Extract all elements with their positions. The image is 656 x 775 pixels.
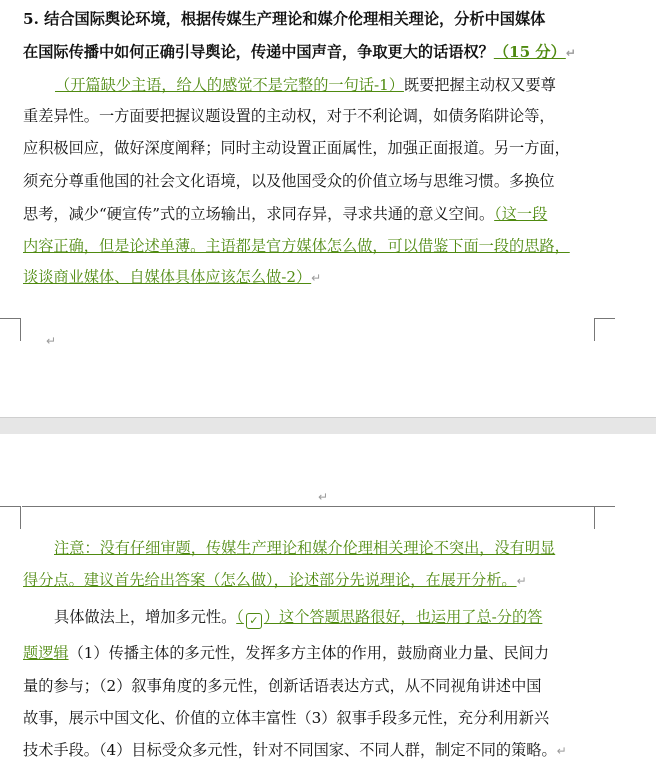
paragraph-mark: ↵: [565, 46, 576, 60]
crop-mark-bottom-right: [594, 318, 615, 341]
paragraph-mark: ↵: [556, 744, 567, 758]
page-break-gap: [0, 417, 656, 435]
question-line-2: [23, 42, 576, 63]
crop-mark-top-left: [0, 506, 21, 529]
para2-line-3: 量的参与；（2）叙事角度的多元性，创新话语表达方式，从不同视角讲述中国: [23, 677, 542, 695]
para2-line-5-text: 技术手段。（4）目标受众多元性，针对不同国家、不同人群，制定不同的策略。: [23, 741, 557, 759]
para1-line-1-text: 既要把握主动权又要尊: [403, 76, 556, 94]
paragraph-mark: ↵: [516, 574, 527, 588]
question-text: 在国际传播中如何正确引导舆论，传递中国声音，争取更大的话语权？: [23, 43, 494, 61]
paragraph-mark: ↵: [311, 271, 322, 285]
question-score: （15 分）: [493, 43, 566, 61]
para2-line-4: 故事，展示中国文化、价值的立体丰富性（3）叙事手段多元性，充分利用新兴: [23, 709, 550, 727]
para1-line-1: [55, 75, 556, 95]
crop-mark-bottom-left: [0, 318, 21, 341]
comment-approach-good: ）这个答题思路很好，也运用了总-分的答: [263, 608, 543, 626]
para1-line-2: 重差异性。一方面要把握议题设置的主动权，对于不利论调，如债务陷阱论等，: [23, 107, 555, 125]
comment-logic: 题逻辑: [23, 644, 69, 662]
para2-line-2-text: （1）传播主体的多元性，发挥多方主体的作用，鼓励商业力量、民间力: [68, 644, 550, 662]
para1-line-5-text: 思考，减少“硬宣传”式的立场输出，求同存异，寻求共通的意义空间。: [23, 205, 495, 223]
para2-line-1-text: 具体做法上，增加多元性。: [54, 608, 237, 626]
comment-line-2: 内容正确，但是论述单薄。主语都是官方媒体怎么做，可以借鉴下面一段的思路，: [23, 237, 570, 255]
check-box-icon: ✓: [246, 613, 262, 629]
note-line-1: 注意：没有仔细审题，传媒生产理论和媒介伦理相关理论不突出，没有明显: [54, 539, 556, 557]
para2-line-1: [54, 607, 542, 629]
comment-start: （这一段: [494, 205, 548, 223]
comment-open: （: [236, 608, 244, 626]
header-paragraph-mark: ↵: [318, 490, 329, 504]
para2-line-5: [23, 740, 567, 761]
paragraph-mark: ↵: [46, 334, 57, 348]
crop-mark-top-right: [594, 506, 615, 529]
question-line-1: 5. 结合国际舆论环境，根据传媒生产理论和媒介伦理相关理论，分析中国媒体: [23, 10, 546, 28]
note-line-2: [23, 570, 527, 591]
header-divider: [22, 506, 594, 507]
comment-missing-subject: （开篇缺少主语，给人的感觉不是完整的一句话-1）: [55, 76, 404, 94]
para2-line-2: [23, 643, 549, 663]
para1-line-3: 应积极回应，做好深度阐释；同时主动设置正面属性，加强正面报道。另一方面，: [23, 139, 570, 157]
para1-line-5: [23, 204, 547, 224]
comment-line-3-text: 谈谈商业媒体、自媒体具体应该怎么做-2）: [23, 268, 312, 286]
note-line-2-text: 得分点。建议首先给出答案（怎么做），论述部分先说理论，在展开分析。: [23, 571, 517, 589]
para1-line-4: 须充分尊重他国的社会文化语境，以及他国受众的价值立场与思维习惯。多换位: [23, 172, 555, 190]
comment-line-3: [23, 267, 321, 288]
